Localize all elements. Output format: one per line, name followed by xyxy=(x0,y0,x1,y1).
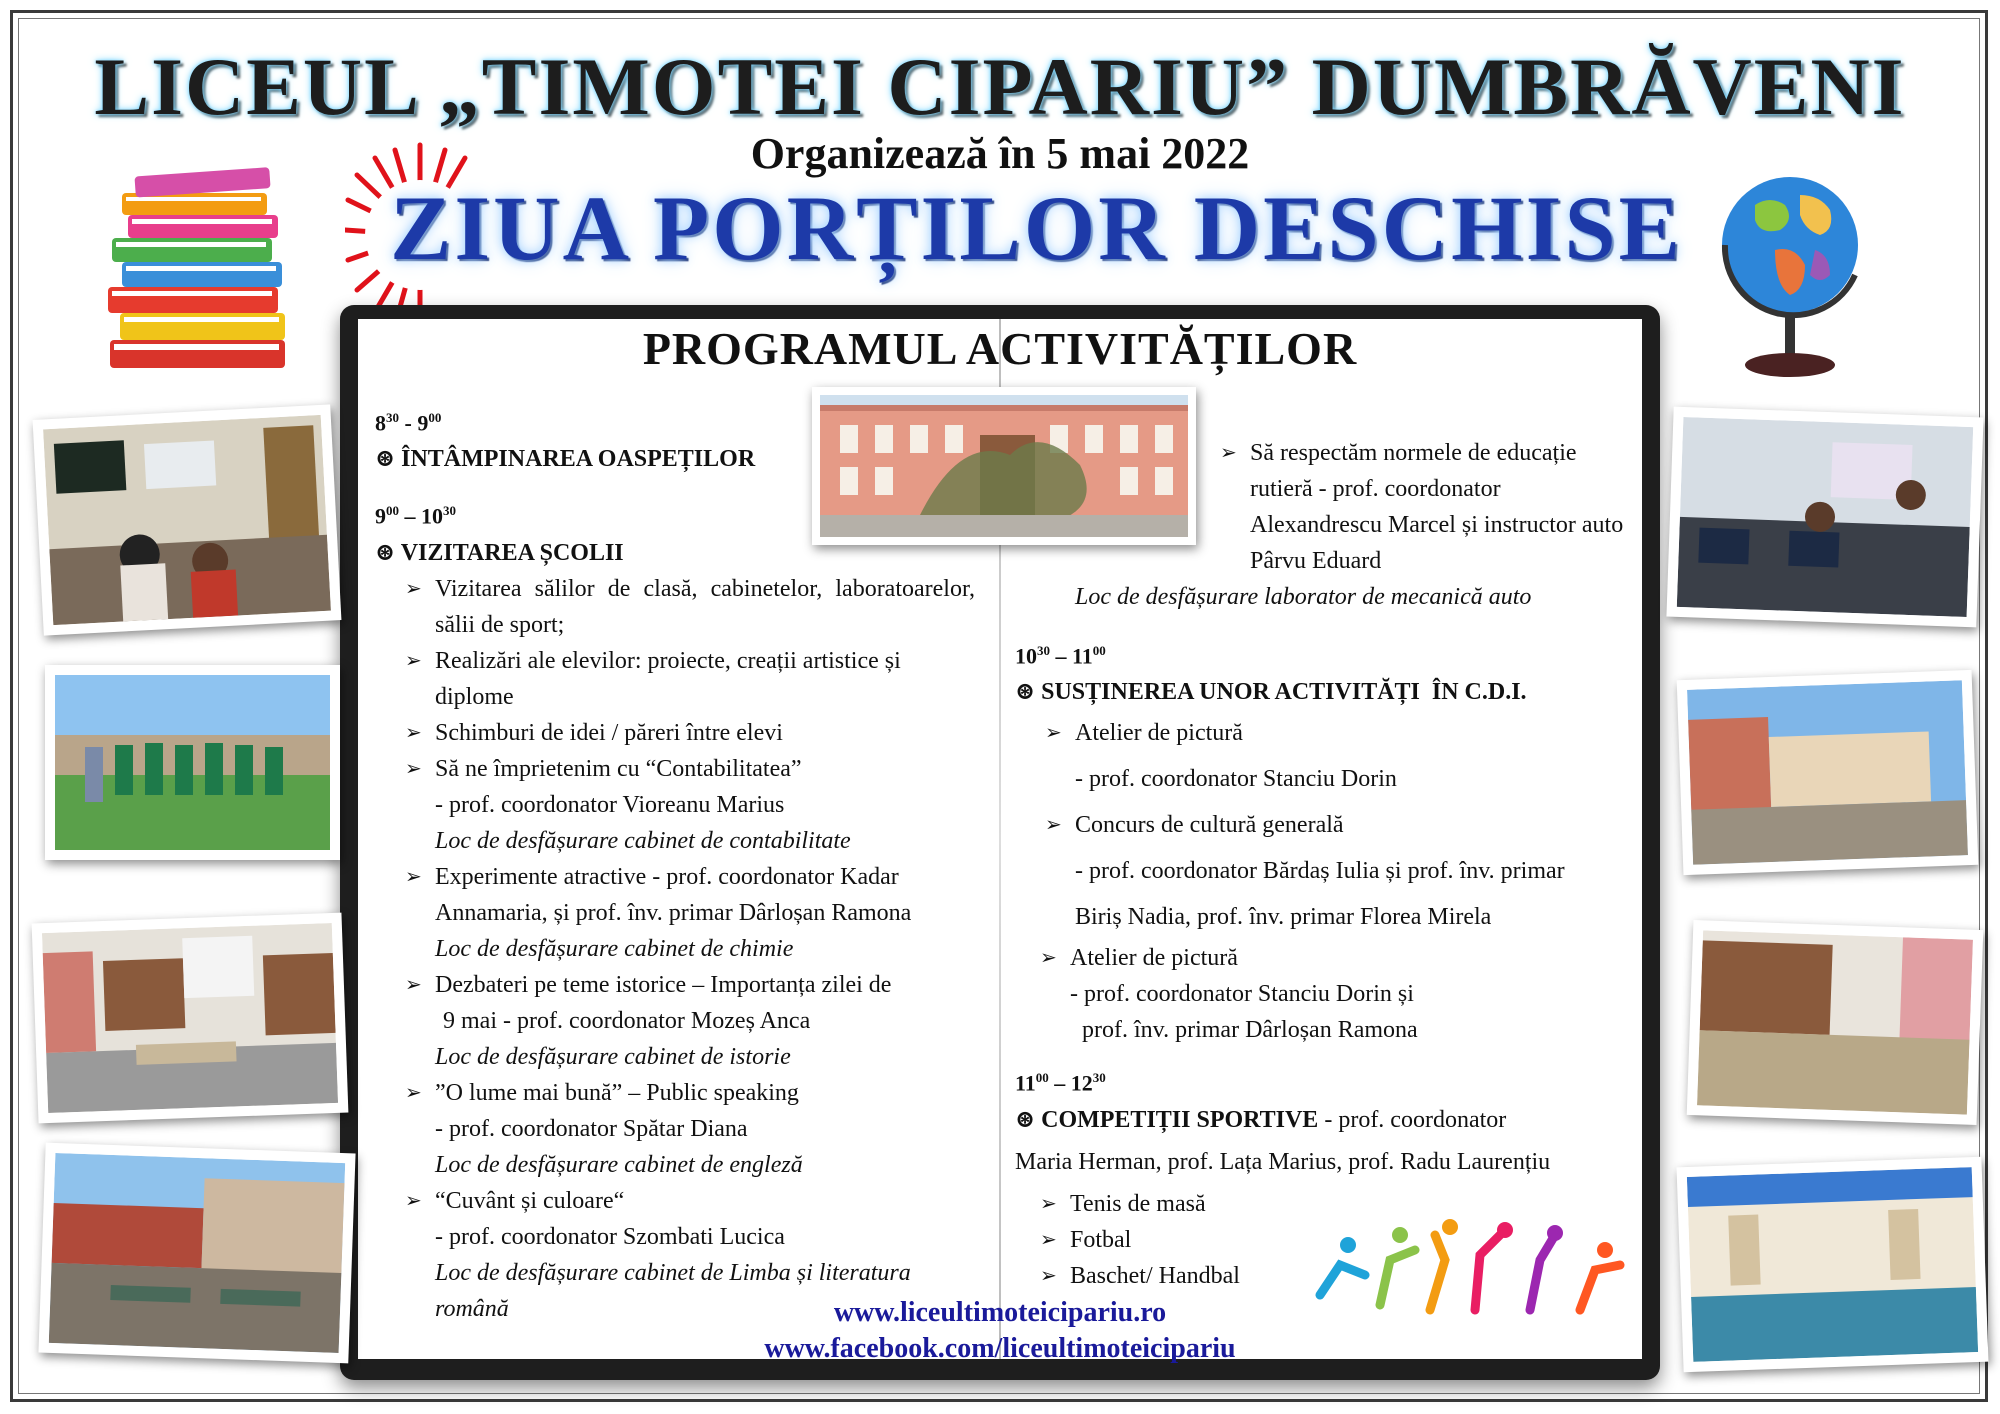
arrow-bullet-icon: ➢ xyxy=(1045,814,1062,837)
computer-lab-photo xyxy=(1666,407,1983,628)
left-column xyxy=(375,400,975,1327)
arrow-bullet-icon: ➢ xyxy=(1040,1228,1057,1251)
coordinator: Biriș Nadia, prof. înv. primar Florea Mirela xyxy=(1075,904,1492,931)
time-start-sup: 30 xyxy=(386,410,399,425)
time-end: 9 xyxy=(417,410,429,436)
location: Loc de desfășurare cabinet de chimie xyxy=(435,935,794,962)
coordinator: - prof. coordonator xyxy=(1318,1106,1507,1133)
time-start-sup: 00 xyxy=(386,503,399,519)
arrow-bullet-icon: ➢ xyxy=(1040,1264,1057,1287)
list-item: ➢ Atelier de pictură xyxy=(1040,940,1635,976)
section-visit xyxy=(375,535,975,571)
school-yard-photo xyxy=(1677,670,1979,875)
coordinator: - prof. coordonator Szombati Lucica xyxy=(435,1223,785,1250)
time-sep: – xyxy=(1050,643,1072,669)
time-slot-3 xyxy=(1015,633,1635,674)
arrow-bullet-icon: ➢ xyxy=(405,577,422,600)
time-start: 8 xyxy=(375,410,386,436)
right-column xyxy=(1015,435,1635,1294)
list-item: ➢ Schimburi de idei / păreri între elevi xyxy=(405,715,975,751)
facebook-link[interactable]: www.facebook.com/liceultimoteicipariu xyxy=(764,1333,1236,1364)
list-item: ➢ ”O lume mai bună” – Public speaking xyxy=(405,1075,975,1111)
arrow-bullet-icon: ➢ xyxy=(1045,722,1062,745)
time-end-sup: 30 xyxy=(443,503,456,519)
football-team-photo xyxy=(45,665,340,860)
list-item: ➢ Atelier de pictură xyxy=(1045,710,1635,756)
gym-photo xyxy=(1677,1157,1989,1373)
arrow-bullet-icon: ➢ xyxy=(1220,442,1237,464)
time-end: 12 xyxy=(1070,1070,1093,1096)
time-start: 10 xyxy=(1015,643,1037,669)
time-slot-2 xyxy=(375,493,975,534)
event-date: Organizează în 5 mai 2022 xyxy=(750,129,1250,178)
list-item: ➢ Dezbateri pe teme istorice – Importanța zilei de xyxy=(405,967,975,1003)
football-icon: ⊛ xyxy=(375,539,401,566)
time-start: 11 xyxy=(1015,1070,1036,1096)
school-title: LICEUL „TIMOTEI CIPARIU” DUMBRĂVENI xyxy=(94,41,1906,132)
coordinator: 9 mai - prof. coordonator Mozeș Anca xyxy=(443,1007,811,1034)
time-end: 11 xyxy=(1072,643,1093,669)
section-welcome xyxy=(375,441,975,477)
computer-lab-image xyxy=(1677,417,1973,617)
list-item: ➢ Să ne împrietenim cu “Contabilitatea” xyxy=(405,751,975,787)
arrow-bullet-icon: ➢ xyxy=(405,649,422,672)
school-yard-image xyxy=(1687,680,1968,864)
library-photo xyxy=(32,913,349,1124)
section-cdi-title: SUSȚINEREA UNOR ACTIVITĂȚI ÎN C.D.I. xyxy=(1041,679,1527,706)
time-end-sup: 30 xyxy=(1092,1070,1106,1086)
time-start-sup: 00 xyxy=(1035,1070,1049,1086)
location: Loc de desfășurare cabinet de contabilitate xyxy=(435,827,851,854)
list-item: ➢ “Cuvânt și culoare“ xyxy=(405,1183,975,1219)
visit-list xyxy=(375,571,975,1327)
time-sep: – xyxy=(1048,1070,1071,1096)
list-item: ➢ Tenis de masă xyxy=(1040,1186,1635,1222)
arrow-bullet-icon: ➢ xyxy=(405,973,422,996)
location: Loc de desfășurare laborator de mecanică auto xyxy=(1075,584,1532,610)
library-image xyxy=(42,923,338,1113)
time-sep: - xyxy=(399,410,418,436)
football-icon: ⊛ xyxy=(375,446,402,473)
list-item: ➢ Realizări ale elevilor: proiecte, creații artistice și diplome xyxy=(405,643,975,715)
cdi-list xyxy=(1015,710,1635,940)
list-item: ➢ Să respectăm normele de educație rutieră - prof. coordonator Alexandrescu Marcel și instructor auto Pârvu Eduard xyxy=(1015,435,1635,579)
football-icon: ⊛ xyxy=(1015,679,1042,706)
time-start-sup: 30 xyxy=(1037,643,1050,658)
coordinator: prof. înv. primar Dârloșan Ramona xyxy=(1082,1017,1418,1044)
time-start: 9 xyxy=(375,503,386,529)
coordinator: - prof. coordonator Vioreanu Marius xyxy=(435,791,785,818)
section-visit-title: VIZITAREA ȘCOLII xyxy=(400,539,624,566)
classroom-photo xyxy=(33,404,342,635)
time-end-sup: 00 xyxy=(1092,643,1106,658)
arrow-bullet-icon: ➢ xyxy=(1040,1192,1057,1215)
location: Loc de desfășurare cabinet de engleză xyxy=(435,1151,803,1178)
location: română xyxy=(435,1295,509,1322)
program-title: PROGRAMUL ACTIVITĂȚILOR xyxy=(642,323,1358,374)
location: Loc de desfășurare cabinet de istorie xyxy=(435,1043,791,1070)
time-end: 10 xyxy=(421,503,443,529)
website-link[interactable]: www.liceultimoteicipariu.ro xyxy=(833,1297,1167,1328)
section-cdi xyxy=(1015,674,1635,710)
time-slot-1 xyxy=(375,400,975,441)
event-title: ZIUA PORȚILOR DESCHISE xyxy=(390,177,1683,279)
library-room-photo xyxy=(1687,920,1984,1125)
list-item: ➢ Vizitarea sălilor de clasă, cabinetelor, laboratoarelor, sălii de sport; xyxy=(405,571,975,643)
arrow-bullet-icon: ➢ xyxy=(405,1081,422,1104)
time-sep: – xyxy=(399,503,421,529)
section-sports-title: COMPETIȚII SPORTIVE xyxy=(1041,1106,1319,1133)
coordinator: - prof. coordonator Stanciu Dorin și xyxy=(1070,981,1414,1008)
gym-image xyxy=(1687,1167,1978,1362)
cdi-list-2 xyxy=(1015,940,1635,1048)
table-tennis-photo xyxy=(38,1143,355,1364)
time-end-sup: 00 xyxy=(428,410,442,425)
football-team-image xyxy=(55,675,330,850)
coordinator: - prof. coordonator Bărdaș Iulia și prof. înv. primar xyxy=(1075,858,1565,885)
arrow-bullet-icon: ➢ xyxy=(405,757,422,780)
arrow-bullet-icon: ➢ xyxy=(405,865,422,888)
coordinator: - prof. coordonator Spătar Diana xyxy=(435,1115,748,1142)
coordinator: - prof. coordonator Stanciu Dorin xyxy=(1075,766,1397,793)
library-room-image xyxy=(1697,930,1973,1114)
location: Loc de desfășurare cabinet de Limba și literatura xyxy=(435,1259,911,1286)
arrow-bullet-icon: ➢ xyxy=(1040,947,1057,970)
coordinator: Maria Herman, prof. Lața Marius, prof. Radu Laurențiu xyxy=(1015,1148,1551,1175)
list-item: ➢ Concurs de cultură generală xyxy=(1045,802,1635,848)
section-welcome-title: ÎNTÂMPINAREA OASPEȚILOR xyxy=(401,446,756,473)
football-icon: ⊛ xyxy=(1015,1106,1042,1133)
classroom-image xyxy=(43,415,331,625)
arrow-bullet-icon: ➢ xyxy=(405,1189,422,1212)
section-sports xyxy=(1015,1102,1635,1138)
list-item: ➢ Fotbal xyxy=(1040,1222,1635,1258)
time-slot-4 xyxy=(1015,1060,1635,1101)
arrow-bullet-icon: ➢ xyxy=(405,721,422,744)
table-tennis-image xyxy=(49,1153,345,1353)
list-item: ➢ Baschet/ Handbal xyxy=(1040,1258,1635,1294)
list-item: ➢ Experimente atractive - prof. coordonator Kadar Annamaria, și prof. înv. primar Dârloșan Ramona xyxy=(405,859,975,931)
